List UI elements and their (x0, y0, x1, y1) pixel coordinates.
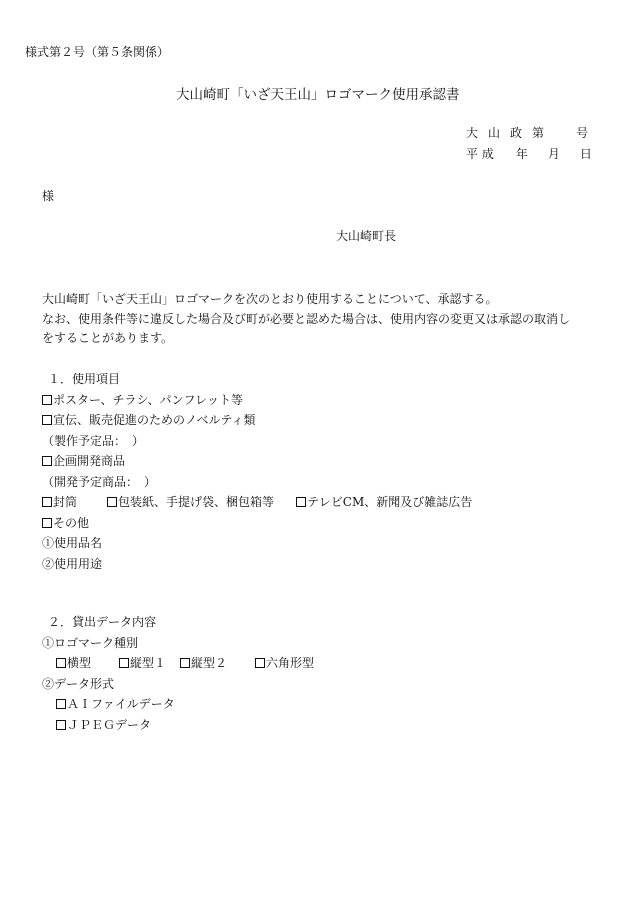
usage-items-section (42, 369, 472, 574)
issuer: 大山崎町長 (336, 229, 397, 243)
section-heading: ２．貸出データ内容 (48, 615, 157, 629)
statement-line: をすることがあります。 (42, 331, 174, 345)
logo-type-label-item: 横型 (67, 656, 92, 670)
checkbox-row (42, 492, 472, 513)
logo-type-label-item: 六角形型 (266, 656, 315, 670)
poster-label: ポスター、チラシ、パンフレット等 (53, 392, 243, 407)
envelope-label: 封筒 (53, 495, 78, 509)
form-number: 様式第２号（第５条関係） (25, 45, 170, 59)
packaging-label: 包装紙、手提げ袋、梱包箱等 (118, 495, 275, 509)
hexagon-checkbox[interactable] (255, 658, 265, 668)
checkbox-row (42, 694, 314, 715)
data-content-section (42, 612, 314, 735)
other-checkbox[interactable] (42, 518, 52, 528)
packaging-checkbox[interactable] (107, 497, 117, 507)
usage-field: ②使用用途 (42, 556, 103, 571)
poster-checkbox[interactable] (42, 395, 52, 405)
document-title: 大山崎町「いざ天王山」ロゴマーク使用承認書 (176, 87, 460, 103)
doc-number-part: 第 (532, 126, 545, 140)
vertical2-checkbox[interactable] (180, 658, 190, 668)
data-format-item: ＪＰＥＧデータ (67, 717, 152, 732)
checkbox-row (42, 715, 314, 736)
checkbox-row (42, 451, 472, 472)
promo-note: （製作予定品： ） (42, 433, 145, 448)
date-day: 日 (579, 147, 592, 161)
checkbox-row (42, 513, 472, 534)
doc-number-part: 大 (466, 126, 479, 140)
data-format-label: ②データ形式 (42, 676, 115, 691)
statement-line: なお、使用条件等に違反した場合及び町が必要と認めた場合は、使用内容の変更又は承認の取消し (42, 311, 571, 326)
logo-type-label-item: 縦型１ (130, 656, 167, 670)
data-format-item: ＡＩファイルデータ (67, 697, 175, 711)
doc-number-part: 号 (576, 126, 589, 140)
document-number (466, 126, 588, 140)
logo-type-options (42, 653, 314, 674)
date-era: 平 成 (466, 147, 494, 161)
media-checkbox[interactable] (296, 497, 306, 507)
vertical1-checkbox[interactable] (119, 658, 129, 668)
date-year: 年 (515, 147, 528, 161)
doc-number-part: 山 (488, 126, 501, 140)
horizontal-checkbox[interactable] (56, 658, 66, 668)
addressee: 様 (42, 189, 55, 203)
product-checkbox[interactable] (42, 456, 52, 466)
media-label: テレビCM、新聞及び雑誌広告 (307, 495, 473, 509)
checkbox-row (42, 410, 472, 431)
logo-type-label: ①ロゴマーク種別 (42, 635, 139, 650)
item-name-field: ①使用品名 (42, 536, 103, 550)
date-month: 月 (547, 147, 560, 161)
logo-type-label-item: 縦型２ (191, 656, 228, 670)
promo-label: 宣伝、販売促進のためのノベルティ類 (53, 413, 256, 427)
ai-file-checkbox[interactable] (56, 699, 66, 709)
document-date (466, 147, 592, 161)
product-label: 企画開発商品 (53, 454, 126, 468)
checkbox-row (42, 390, 472, 411)
other-label: その他 (53, 515, 90, 530)
promo-checkbox[interactable] (42, 415, 52, 425)
statement-line: 大山崎町「いざ天王山」ロゴマークを次のとおり使用することについて、承認する。 (42, 292, 498, 306)
approval-statement (42, 290, 570, 349)
doc-number-part: 政 (510, 126, 523, 140)
jpeg-checkbox[interactable] (56, 720, 66, 730)
envelope-checkbox[interactable] (42, 497, 52, 507)
section-heading: １．使用項目 (48, 372, 121, 386)
product-note: （開発予定商品： ） (42, 474, 157, 489)
